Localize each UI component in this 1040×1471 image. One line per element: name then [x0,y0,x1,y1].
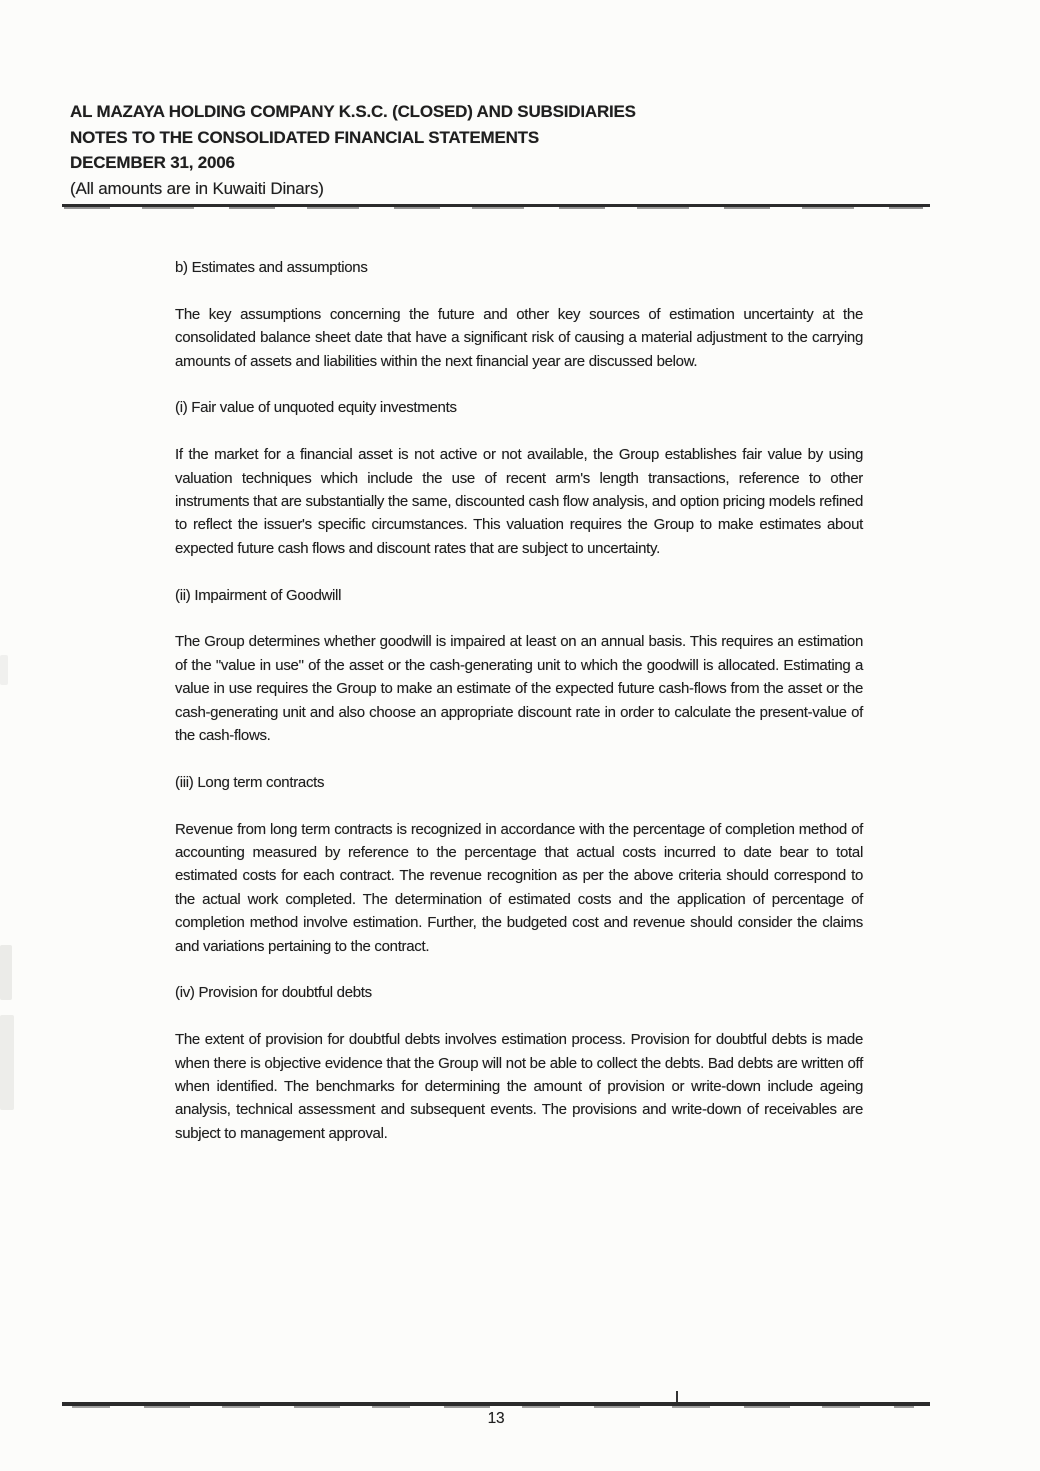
statement-date: DECEMBER 31, 2006 [70,153,235,172]
page-number: 13 [487,1410,505,1427]
scan-tick-mark [676,1391,678,1402]
company-name: AL MAZAYA HOLDING COMPANY K.S.C. (CLOSED) AND SUBSIDIARIES [70,102,636,121]
section-estimates-assumptions [175,256,863,373]
section-paragraph: Revenue from long term contracts is recognized in accordance with the percentage of completion method of accounting measured by reference to the percentage that actual costs incurred to date bear to total estimated costs for each contract. The revenue recognition as per the above criteria should correspond to the actual work completed. The determination of estimated costs and the application of percentage of completion method involve estimation. Further, the budgeted cost and revenue should consider the claims and variations pertaining to the contract. [175,820,863,955]
section-heading: (i) Fair value of unquoted equity investments [175,399,457,417]
section-fair-value [175,396,863,560]
section-heading: b) Estimates and assumptions [175,259,368,276]
section-heading: (ii) Impairment of Goodwill [175,586,342,604]
section-paragraph: The extent of provision for doubtful debts involves estimation process. Provision for doubtful debts is made when there is objective evidence that the Group will not be able to collect the debts. Bad debts are written off when identified. The benchmarks for determining the amount of provision or write-down include ageing analysis, technical assessment and subsequent events. The provisions and write-down of receivables are subject to management approval. [175,1031,863,1142]
section-paragraph: The Group determines whether goodwill is impaired at least on an annual basis. This requires an estimation of the "value in use" of the asset or the cash-generating unit to which the goodwill is allocated. Estimating a value in use requires the Group to make an estimate of the expected future cash-flows from the asset or the cash-generating unit and also choose an appropriate discount rate in order to calculate the present-value of the cash-flows. [175,633,863,745]
section-provision-doubtful-debts [175,981,863,1145]
section-impairment-goodwill [175,584,863,748]
currency-note: (All amounts are in Kuwaiti Dinars) [70,178,324,198]
header-rule [62,204,930,207]
scan-smudge [0,655,8,685]
scan-smudge [0,1015,14,1110]
section-heading: (iv) Provision for doubtful debts [175,984,372,1002]
section-paragraph: If the market for a financial asset is not active or not available, the Group establishes fair value by using valuation techniques which include the use of recent arm's length transactions, reference to other instruments that are substantially the same, discounted cash flow analysis, and option pricing models refined to reflect the issuer's specific circumstances. This valuation requires the Group to make estimates about expected future cash flows and discount rates that are subject to uncertainty. [175,446,863,557]
section-heading: (iii) Long term contracts [175,773,325,791]
document-body [175,256,863,1169]
document-header [70,99,938,207]
document-title: NOTES TO THE CONSOLIDATED FINANCIAL STATEMENTS [70,127,540,147]
scan-smudge [0,945,12,1000]
section-long-term-contracts [175,771,863,958]
footer-rule [62,1402,930,1406]
section-paragraph: The key assumptions concerning the future and other key sources of estimation uncertainty at the consolidated balance sheet date that have a significant risk of causing a material adjustment to the carrying amounts of assets and liabilities within the next financial year are discussed below. [175,305,863,370]
